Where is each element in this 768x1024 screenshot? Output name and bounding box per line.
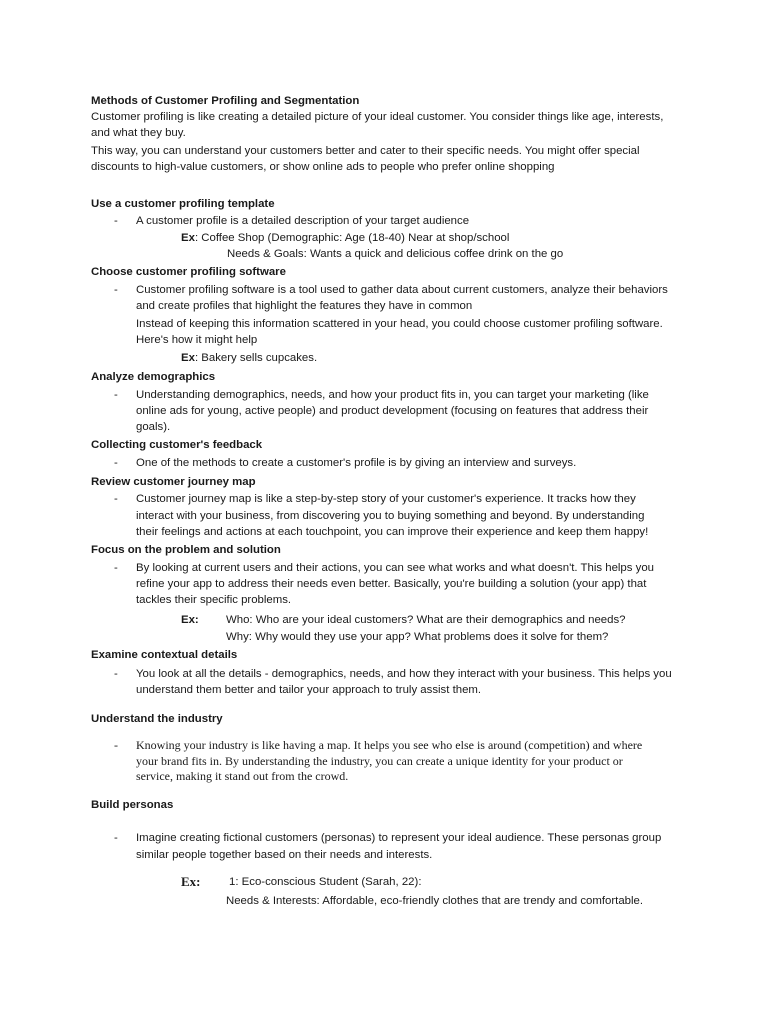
intro-line: This way, you can understand your customers better and cater to their specific needs. You might offer special <box>91 145 640 157</box>
section-heading: Understand the industry <box>91 713 223 725</box>
section-heading: Collecting customer's feedback <box>91 439 263 451</box>
bullet-text: goals). <box>136 421 171 433</box>
example-text: Needs & Interests: Affordable, eco-friendly clothes that are trendy and comfortable. <box>226 895 644 907</box>
bullet-text: similar people together based on their needs and interests. <box>136 849 433 861</box>
example-text: : Bakery sells cupcakes. <box>194 352 318 364</box>
section-heading: Analyze demographics <box>91 371 216 383</box>
example-label: Ex: <box>181 614 199 626</box>
bullet-text: Knowing your industry is like having a map. It helps you see who else is around (competition) and where <box>136 738 643 752</box>
bullet-text: A customer profile is a detailed description of your target audience <box>136 215 470 227</box>
bullet-dash: - <box>114 284 118 296</box>
bullet-text: your brand fits in. By understanding the industry, you can create a unique identity for your product or <box>136 754 623 768</box>
bullet-dash: - <box>114 668 118 680</box>
intro-line: and what they buy. <box>91 127 186 139</box>
example-text: : Coffee Shop (Demographic: Age (18-40) Near at shop/school <box>194 232 510 244</box>
bullet-text: online ads for young, active people) and product development (focusing on features that address their <box>136 405 649 417</box>
section-heading: Focus on the problem and solution <box>91 544 281 556</box>
section-heading: Review customer journey map <box>91 476 256 488</box>
section-heading: Build personas <box>91 799 174 811</box>
bullet-dash: - <box>114 738 118 752</box>
document-title: Methods of Customer Profiling and Segmentation <box>91 95 360 107</box>
bullet-dash: - <box>114 493 118 505</box>
section-heading: Use a customer profiling template <box>91 198 275 210</box>
example-text: Who: Who are your ideal customers? What are their demographics and needs? <box>226 614 626 626</box>
bullet-text: service, making it stand out from the crowd. <box>136 769 349 783</box>
example-label: Ex: <box>181 874 201 889</box>
example-label: Ex <box>181 352 195 364</box>
example-text: Needs & Goals: Wants a quick and delicious coffee drink on the go <box>227 248 564 260</box>
bullet-text: their feelings and actions at each touchpoint, you can improve their experience and keep them happy! <box>136 526 649 538</box>
section-heading: Examine contextual details <box>91 649 238 661</box>
bullet-text: One of the methods to create a customer's profile is by giving an interview and surveys. <box>136 457 577 469</box>
bullet-text: Imagine creating fictional customers (personas) to represent your ideal audience. These personas group <box>136 832 662 844</box>
section-heading: Choose customer profiling software <box>91 266 286 278</box>
example-line <box>181 350 317 367</box>
bullet-text: Here's how it might help <box>136 334 258 346</box>
intro-line: Customer profiling is like creating a detailed picture of your ideal customer. You consider things like age, interests, <box>91 111 664 123</box>
bullet-text: Customer journey map is like a step-by-step story of your customer's experience. It tracks how they <box>136 493 636 505</box>
bullet-text: interact with your business, from discovering you to buying something and beyond. By understanding <box>136 510 645 522</box>
bullet-dash: - <box>114 389 118 401</box>
bullet-text: Customer profiling software is a tool used to gather data about current customers, analyze their behaviors <box>136 284 668 296</box>
bullet-text: tackles their specific problems. <box>136 594 292 606</box>
bullet-dash: - <box>114 215 118 227</box>
bullet-text: By looking at current users and their actions, you can see what works and what doesn't. This helps you <box>136 562 654 574</box>
bullet-text: Instead of keeping this information scattered in your head, you could choose customer profiling software. <box>136 318 663 330</box>
example-line <box>181 230 509 247</box>
bullet-dash: - <box>114 562 118 574</box>
bullet-dash: - <box>114 457 118 469</box>
bullet-text: refine your app to address their needs even better. Basically, you're building a solution (your app) that <box>136 578 647 590</box>
bullet-text: and create profiles that highlight the features they have in common <box>136 300 473 312</box>
bullet-dash: - <box>114 832 118 844</box>
bullet-text: Understanding demographics, needs, and how your product fits in, you can target your marketing (like <box>136 389 649 401</box>
example-label: Ex <box>181 232 195 244</box>
example-text: 1: Eco-conscious Student (Sarah, 22): <box>229 876 422 888</box>
intro-line: discounts to high-value customers, or show online ads to people who prefer online shopping <box>91 161 555 173</box>
bullet-text: You look at all the details - demographics, needs, and how they interact with your business. This helps you <box>136 668 672 680</box>
bullet-text: understand them better and tailor your approach to truly assist them. <box>136 684 482 696</box>
example-text: Why: Why would they use your app? What problems does it solve for them? <box>226 631 609 643</box>
